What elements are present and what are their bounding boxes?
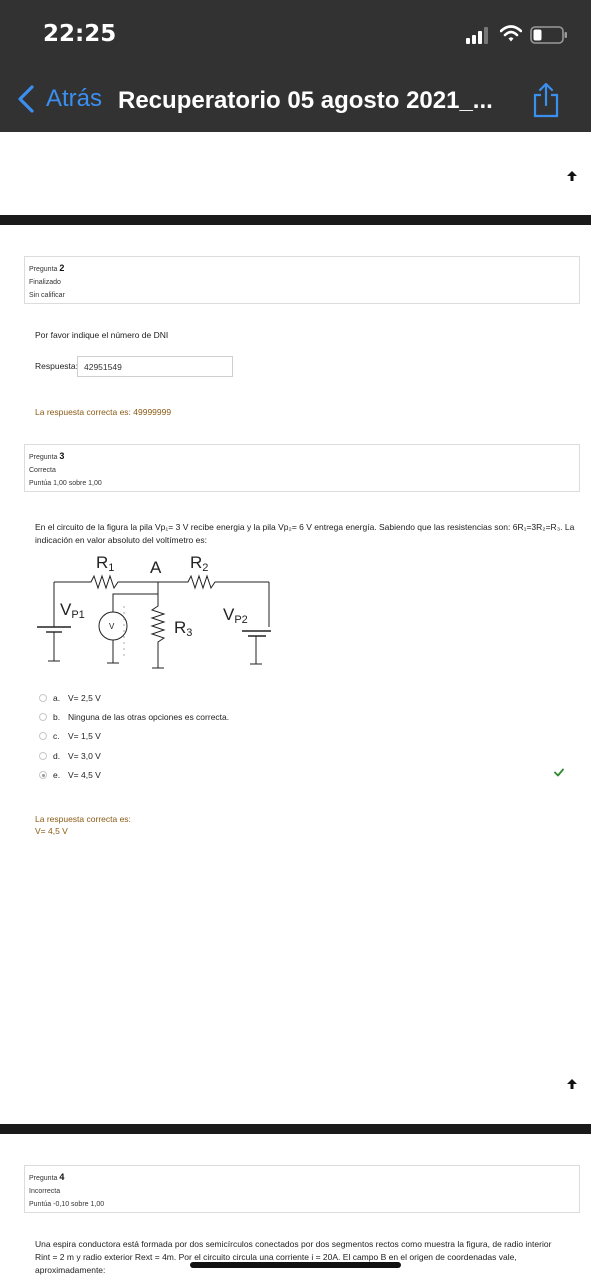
question-4-prompt-line2: Rint = 2 m y radio exterior Rext = 4m. Por el circuito circula una corriente i = 20A. El campo B en el origen de coordenadas vale,: [35, 1252, 517, 1262]
question-label: Pregunta: [29, 266, 58, 273]
scroll-top-arrow-icon[interactable]: [566, 170, 578, 182]
question-grade: Puntúa -0,10 sobre 1,00: [29, 1201, 105, 1208]
question-state: Correcta: [29, 467, 56, 474]
question-number: 2: [59, 263, 65, 273]
node-a-label: A: [150, 558, 162, 577]
section-divider: [0, 1124, 591, 1134]
question-3-prompt-line1: En el circuito de la figura la pila Vp₁= 3 V recibe energia y la pila Vp₂= 6 V entrega energía. Sabiendo que las resistencias son: 6R₁=3R₂=R₃. La: [35, 522, 575, 532]
voltmeter-label: V: [109, 622, 115, 631]
option-d[interactable]: [39, 751, 101, 761]
home-indicator[interactable]: [190, 1262, 401, 1268]
share-icon[interactable]: [531, 82, 561, 118]
question-3-info: [24, 444, 580, 492]
question-number: 4: [59, 1172, 65, 1182]
radio-button-selected[interactable]: [39, 771, 47, 779]
option-b[interactable]: [39, 712, 229, 722]
status-time: 22:25: [43, 21, 117, 47]
question-2-prompt: Por favor indique el número de DNI: [35, 330, 169, 340]
option-letter: c.: [53, 731, 60, 741]
question-label: Pregunta: [29, 454, 58, 461]
radio-button[interactable]: [39, 713, 47, 721]
question-4-prompt-line3: aproximadamente:: [35, 1265, 106, 1275]
vp1-label: VP1: [60, 600, 85, 621]
correct-check-icon: [554, 768, 564, 777]
question-2-info: [24, 256, 580, 304]
question-3-prompt-line2: indicación en valor absoluto del voltímetro es:: [35, 535, 207, 545]
question-2-feedback: La respuesta correcta es: 49999999: [35, 407, 172, 417]
radio-button[interactable]: [39, 694, 47, 702]
question-3-feedback-label: La respuesta correcta es:: [35, 814, 131, 824]
question-state: Incorrecta: [29, 1188, 61, 1195]
circuit-diagram: [34, 551, 276, 675]
question-label: Pregunta: [29, 1175, 58, 1182]
option-e[interactable]: [39, 770, 101, 780]
back-label: Atrás: [46, 85, 103, 112]
option-letter: a.: [53, 693, 61, 703]
vp2-label: VP2: [223, 605, 248, 626]
navigation-bar: [0, 68, 591, 132]
option-text: V= 3,0 V: [68, 751, 101, 761]
option-text: Ninguna de las otras opciones es correcta.: [68, 712, 230, 722]
answer-input[interactable]: 42951549: [77, 356, 233, 377]
question-state: Finalizado: [29, 279, 61, 286]
question-4-prompt-line1: Una espira conductora está formada por dos semicírculos conectados por dos segmentos rectos como muestra la figura, de radio interior: [35, 1239, 552, 1249]
r3-label: R3: [174, 618, 193, 639]
radio-button[interactable]: [39, 732, 47, 740]
option-text: V= 2,5 V: [68, 693, 101, 703]
question-3-feedback-answer: V= 4,5 V: [35, 826, 68, 836]
wifi-icon: [500, 25, 522, 43]
battery-icon: [530, 25, 568, 45]
option-letter: e.: [53, 770, 61, 780]
question-number: 3: [59, 451, 65, 461]
cellular-signal-icon: [466, 27, 490, 44]
status-bar: [0, 0, 591, 68]
option-letter: b.: [53, 712, 61, 722]
question-4-info: [24, 1165, 580, 1213]
question-grade: Puntúa 1,00 sobre 1,00: [29, 480, 102, 487]
r2-label: R2: [190, 553, 209, 574]
option-c[interactable]: [39, 731, 101, 741]
chevron-left-icon: [16, 84, 36, 114]
back-button[interactable]: [16, 84, 102, 114]
option-text: V= 1,5 V: [68, 731, 101, 741]
answer-label: Respuesta:: [35, 361, 78, 371]
option-text: V= 4,5 V: [68, 770, 101, 780]
scroll-top-arrow-icon[interactable]: [566, 1078, 578, 1090]
radio-button[interactable]: [39, 752, 47, 760]
page-title: Recuperatorio 05 agosto 2021_...: [118, 87, 493, 114]
section-divider: [0, 215, 591, 225]
question-grade: Sin calificar: [29, 292, 65, 299]
option-a[interactable]: [39, 693, 101, 703]
option-letter: d.: [53, 751, 61, 761]
r1-label: R1: [96, 553, 115, 574]
